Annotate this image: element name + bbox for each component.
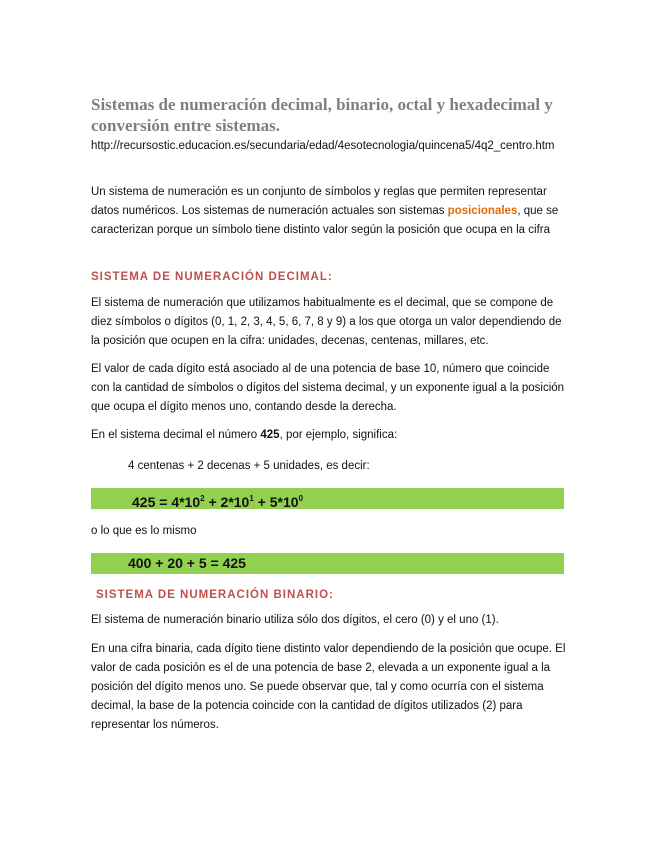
formula-part-mid2: + 5*10 [253,494,299,510]
indented-explanation: 4 centenas + 2 decenas + 5 unidades, es decir: [128,460,370,472]
number-425: 425 [260,429,280,441]
formula-part-lhs: 425 = 4*10 [132,494,201,510]
formula-powers [132,488,303,513]
dec3-after: , por ejemplo, significa: [279,429,398,441]
formula-box-1 [91,488,564,509]
document-title: Sistemas de numeración decimal, binario, octal y hexadecimal y conversión entre sistemas. [91,95,553,135]
decimal-paragraph-1: El sistema de numeración que utilizamos habitualmente es el decimal, que se compone de diez símbolos o dígitos (0, 1, 2, 3, 4, 5, 6, 7, 8 y 9) a los que otorga un valor dependiendo de la posición que ocupen en la cifra: unidades, decenas, centenas, millares, etc. [91,297,562,347]
heading-decimal: SISTEMA DE NUMERACIÓN DECIMAL: [91,271,333,283]
exponent-1: 1 [249,494,254,503]
decimal-paragraph-3 [91,426,571,445]
binary-paragraph-1: El sistema de numeración binario utiliza sólo dos dígitos, el cero (0) y el uno (1). [91,614,499,626]
source-url[interactable]: http://recursostic.educacion.es/secundaria/edad/4esotecnologia/quincena5/4q2_centro.htm [91,140,555,152]
highlight-posicionales: posicionales [447,205,518,217]
exponent-2: 2 [200,494,205,503]
formula-sum: 400 + 20 + 5 = 425 [128,555,246,571]
formula-part-mid1: + 2*10 [204,494,250,510]
same-as-text: o lo que es lo mismo [91,525,197,537]
intro-text-2: , que se caracterizan porque un símbolo tiene distinto valor según la posición que ocupa en la cifra [91,205,559,236]
heading-binario: SISTEMA DE NUMERACIÓN BINARIO: [96,589,334,601]
intro-text-1: Un sistema de numeración es un conjunto de símbolos y reglas que permiten representar datos numéricos. Los sistemas de numeración actuales son sistemas [91,186,547,217]
intro-paragraph [91,183,571,240]
binary-paragraph-2: En una cifra binaria, cada dígito tiene distinto valor dependiendo de la posición que ocupe. El valor de cada posición es el de una potencia de base 2, elevada a un exponente igual a la posición del dígito menos uno. Se puede observar que, tal y como ocurría con el sistema decimal, la base de la potencia coincide con la cantidad de dígitos utilizados (2) para representar los números. [91,643,566,731]
decimal-paragraph-2: El valor de cada dígito está asociado al de una potencia de base 10, número que coincide con la cantidad de símbolos o dígitos del sistema decimal, y un exponente igual a la posición que ocupa el dígito menos uno, contando desde la derecha. [91,363,565,413]
dec3-before: En el sistema decimal el número [91,429,261,441]
formula-box-2 [91,553,564,574]
exponent-0: 0 [298,494,304,503]
